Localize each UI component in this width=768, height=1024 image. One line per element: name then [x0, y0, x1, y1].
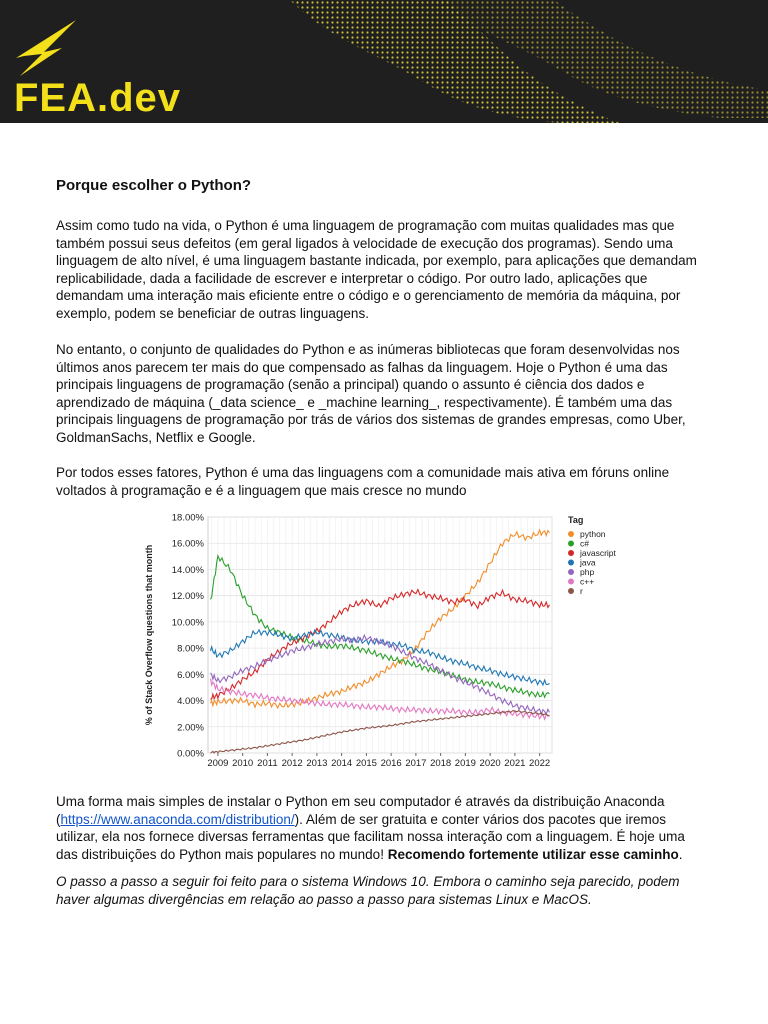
y-tick-label: 12.00%	[171, 591, 204, 603]
x-tick-label: 2011	[257, 758, 278, 769]
lightning-logo-icon	[14, 18, 84, 78]
legend-label: java	[580, 557, 596, 568]
x-tick-label: 2021	[504, 758, 526, 769]
y-tick-label: 18.00%	[171, 512, 204, 524]
legend-label: javascript	[580, 548, 616, 558]
section-title: Porque escolher o Python?	[56, 177, 252, 194]
p4-text-after: ). Além de ser gratuita e conter vários dos pacotes que iremos utilizar, ela nos fornece diversas ferramentas que facilitam nossa interação com a linguagem. É hoje uma das distribuições do Python mais populares no mundo!	[56, 811, 685, 862]
x-tick-label: 2020	[479, 758, 501, 769]
x-tick-label: 2018	[430, 758, 452, 769]
y-tick-label: 4.00%	[177, 696, 204, 708]
legend-marker-javascript	[568, 550, 574, 556]
anaconda-link[interactable]: https://www.anaconda.com/distribution/	[60, 811, 295, 827]
p4-recommendation: Recomendo fortemente utilizar esse caminho	[387, 846, 679, 862]
x-tick-label: 2012	[281, 758, 303, 769]
y-tick-label: 16.00%	[171, 538, 204, 550]
paragraph-community: Por todos esses fatores, Python é uma das linguagens com a comunidade mais ativa em fóruns online voltados à programação e é a linguagem que mais cresce no mundo	[56, 465, 670, 498]
legend-marker-php	[568, 569, 574, 575]
legend-marker-java	[568, 560, 574, 566]
stackoverflow-trends-chart	[140, 505, 630, 775]
x-tick-label: 2009	[207, 758, 229, 769]
y-tick-label: 10.00%	[171, 617, 204, 629]
chart-svg	[140, 505, 630, 775]
y-tick-label: 2.00%	[177, 722, 204, 734]
x-tick-label: 2016	[380, 758, 402, 769]
x-tick-label: 2013	[306, 758, 328, 769]
legend-title: Tag	[568, 515, 584, 525]
x-tick-label: 2010	[232, 758, 254, 769]
legend-label: c++	[580, 576, 595, 587]
y-tick-label: 8.00%	[177, 643, 204, 655]
legend-label: r	[580, 586, 583, 596]
paragraph-windows-note: O passo a passo a seguir foi feito para o sistema Windows 10. Embora o caminho seja parecido, podem haver algumas divergências em relação ao passo a passo para sistemas Linux e MacOS.	[56, 874, 680, 907]
paragraph-qualities: No entanto, o conjunto de qualidades do Python e as inúmeras bibliotecas que foram desenvolvidas nos últimos anos parecem ter mais do que compensado as falhas da linguagem. Hoje o Python é uma das principais linguagens de programação (senão a principal) quando o assunto é ciência dos dados e aprendizado de máquina (_data science_ e _machine learning_, respectivamente). É também uma das principais linguagens de programação por trás de vários dos sistemas de grandes empresas, como Uber, GoldmanSachs, Netflix e Google.	[56, 342, 686, 445]
x-tick-label: 2017	[405, 758, 427, 769]
x-tick-label: 2015	[355, 758, 377, 769]
x-tick-label: 2014	[331, 758, 353, 769]
y-tick-label: 6.00%	[177, 669, 204, 681]
legend-marker-r	[568, 588, 574, 594]
header-banner	[0, 0, 768, 123]
paragraph-intro: Assim como tudo na vida, o Python é uma linguagem de programação com muitas qualidades mas que também possui seus defeitos (em geral ligados à velocidade de execução dos programas). Sendo uma linguagem de alto nível, é uma linguagem bastante indicada, por exemplo, para aplicações que demandam replicabilidade, dada a facilidade de escrever e interpretar o código. Por outro lado, aplicações que demandam uma interação mais eficiente entre o código e o gerenciamento de memória da máquina, por exemplo, podem se beneficiar de outras linguagens.	[56, 218, 697, 321]
legend-marker-csharp	[568, 541, 574, 547]
legend-label: python	[580, 529, 606, 539]
legend-label: c#	[580, 538, 589, 549]
y-tick-label: 14.00%	[171, 564, 204, 576]
paragraph-anaconda	[56, 793, 708, 863]
legend-marker-python	[568, 531, 574, 537]
y-tick-label: 0.00%	[177, 748, 204, 760]
p4-text-before: Uma forma mais simples de instalar o Python em seu computador é através da distribuição Anaconda (	[56, 794, 665, 827]
x-tick-label: 2022	[529, 758, 551, 769]
p4-text-end: .	[678, 846, 683, 862]
plot-area	[208, 517, 552, 753]
legend-marker-cpp	[568, 579, 574, 585]
x-tick-label: 2019	[454, 758, 476, 769]
legend-label: php	[580, 567, 595, 577]
y-axis-label: % of Stack Overflow questions that month	[144, 544, 154, 726]
logo-text: FEA.dev	[14, 76, 182, 120]
